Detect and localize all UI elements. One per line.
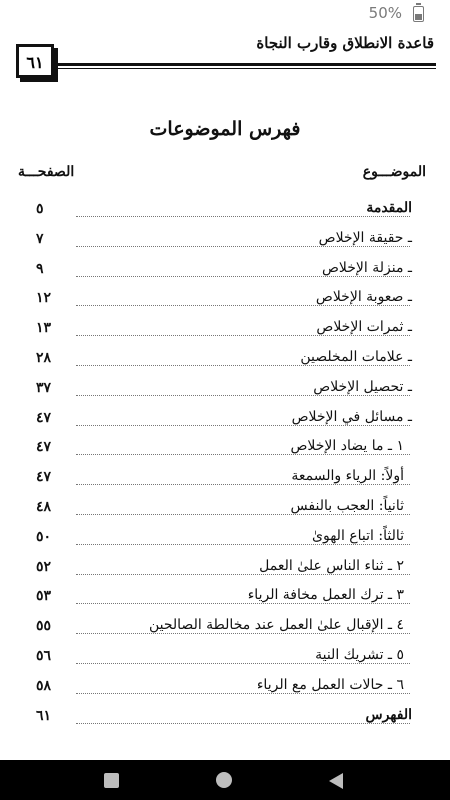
toc-page-number: ٤٧ [36, 469, 52, 486]
page-title: فهرس الموضوعات [149, 118, 301, 140]
dot-leader [76, 246, 410, 247]
toc-entry[interactable] [0, 705, 450, 735]
toc-page-number: ٥٣ [36, 588, 52, 605]
header-rule-thin [58, 68, 436, 69]
toc-page-number: ٥٢ [36, 558, 52, 575]
battery-percentage: 50% [368, 4, 402, 22]
toc-entry-title: ٣ ـ ترك العمل مخافة الرياء [242, 587, 406, 603]
dot-leader [76, 335, 410, 336]
page-number: ٦١ [16, 44, 54, 78]
toc-entry-title: ٦ ـ حالات العمل مع الرياء [251, 677, 406, 693]
toc-page-number: ٤٧ [36, 439, 52, 456]
toc-entry-title: ـ علامات المخلصين [294, 349, 414, 365]
dot-leader [76, 425, 410, 426]
dot-leader [76, 603, 410, 604]
toc-entry[interactable] [0, 377, 450, 407]
toc-entry-title: ـ صعوبة الإخلاص [310, 289, 414, 305]
toc-page-number: ٢٨ [36, 349, 52, 366]
header-rule [58, 63, 436, 66]
table-of-contents [0, 198, 450, 734]
toc-entry[interactable] [0, 317, 450, 347]
dot-leader [76, 305, 410, 306]
dot-leader [76, 365, 410, 366]
toc-page-number: ٩ [36, 260, 44, 277]
toc-entry[interactable] [0, 526, 450, 556]
toc-page-number: ٧ [36, 230, 44, 247]
toc-entry-title: ٢ ـ ثناء الناس علىٰ العمل [253, 558, 406, 574]
toc-entry[interactable] [0, 585, 450, 615]
toc-page-number: ١٣ [36, 320, 52, 337]
dot-leader [76, 723, 410, 724]
toc-entry-title: ـ تحصيل الإخلاص [307, 379, 414, 395]
toc-entry-title: أولاً: الرياء والسمعة [285, 468, 406, 484]
toc-entry[interactable] [0, 287, 450, 317]
toc-page-number: ٥٥ [36, 618, 52, 635]
home-icon[interactable] [216, 772, 232, 788]
recent-apps-icon[interactable] [104, 773, 119, 788]
dot-leader [76, 276, 410, 277]
book-title: قاعدة الانطلاق وقارب النجاة [256, 34, 434, 52]
dot-leader [76, 633, 410, 634]
toc-entry[interactable] [0, 228, 450, 258]
toc-page-number: ٥٠ [36, 528, 52, 545]
status-bar [0, 0, 450, 26]
dot-leader [76, 395, 410, 396]
toc-entry-title: ١ ـ ما يضاد الإخلاص [284, 438, 406, 454]
toc-entry[interactable] [0, 407, 450, 437]
topic-column-header: الموضـــوع [362, 164, 426, 180]
toc-entry[interactable] [0, 675, 450, 705]
toc-entry-title: ثانياً: العجب بالنفس [285, 498, 406, 514]
toc-entry-title: الفهرس [359, 707, 414, 723]
toc-page-number: ٣٧ [36, 379, 52, 396]
toc-entry-title: ـ ثمرات الإخلاص [310, 319, 414, 335]
page-column-header: الصفحـــة [18, 164, 75, 180]
dot-leader [76, 544, 410, 545]
toc-entry-title: ـ مسائل في الإخلاص [286, 409, 414, 425]
toc-entry[interactable] [0, 615, 450, 645]
toc-entry-title: المقدمة [360, 200, 414, 216]
toc-page-number: ٥٦ [36, 647, 52, 664]
dot-leader [76, 574, 410, 575]
dot-leader [76, 693, 410, 694]
toc-entry[interactable] [0, 645, 450, 675]
dot-leader [76, 663, 410, 664]
navigation-bar [0, 760, 450, 800]
toc-entry-title: ثالثاً: اتباع الهوىٰ [306, 528, 406, 544]
toc-entry[interactable] [0, 556, 450, 586]
dot-leader [76, 514, 410, 515]
back-icon[interactable] [329, 773, 343, 789]
toc-entry[interactable] [0, 466, 450, 496]
dot-leader [76, 484, 410, 485]
toc-entry[interactable] [0, 436, 450, 466]
toc-entry-title: ـ حقيقة الإخلاص [313, 230, 414, 246]
toc-page-number: ٥ [36, 201, 44, 217]
battery-icon [413, 6, 424, 22]
toc-page-number: ١٢ [36, 290, 52, 307]
toc-entry[interactable] [0, 496, 450, 526]
toc-page-number: ٥٨ [36, 677, 52, 694]
toc-entry-title: ـ منزلة الإخلاص [316, 260, 414, 276]
toc-entry[interactable] [0, 198, 450, 228]
toc-page-number: ٤٧ [36, 409, 52, 426]
toc-entry[interactable] [0, 258, 450, 288]
dot-leader [76, 454, 410, 455]
toc-page-number: ٦١ [36, 707, 52, 724]
toc-entry-title: ٥ ـ تشريك النية [309, 647, 406, 663]
book-page[interactable] [0, 26, 450, 760]
toc-page-number: ٤٨ [36, 498, 52, 515]
toc-entry-title: ٤ ـ الإقبال علىٰ العمل عند مخالطة الصالحين [143, 617, 406, 633]
dot-leader [76, 216, 410, 217]
toc-entry[interactable] [0, 347, 450, 377]
